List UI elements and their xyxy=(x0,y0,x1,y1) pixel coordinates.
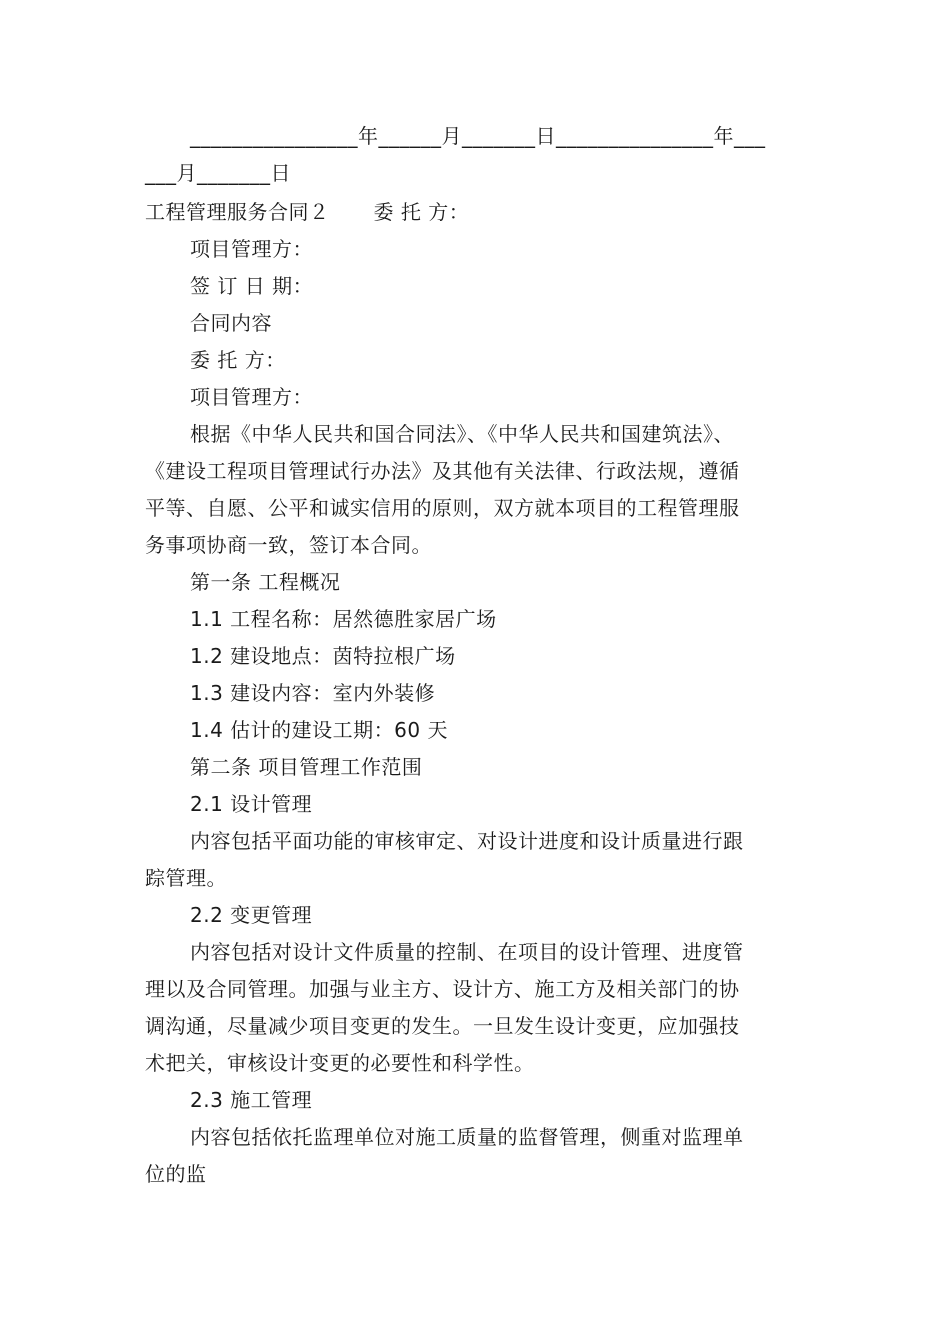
item-2-1: 2.1 设计管理 xyxy=(190,792,313,816)
project-manager-label: 项目管理方： xyxy=(190,237,313,261)
item-1-1: 1.1 工程名称：居然德胜家居广场 xyxy=(190,607,497,631)
item-2-1-text: 内容包括平面功能的审核审定、对设计进度和设计质量进行跟 xyxy=(190,829,744,853)
document-title: 工程管理服务合同２ xyxy=(145,200,330,224)
item-2-2-text: 内容包括对设计文件质量的控制、在项目的设计管理、进度管 xyxy=(190,940,744,964)
date-line-2: ___月_______日 xyxy=(145,161,291,185)
preamble-line: 《建设工程项目管理试行办法》及其他有关法律、行政法规，遵循 xyxy=(145,459,740,483)
contract-content-heading: 合同内容 xyxy=(190,311,272,335)
item-2-1-text: 踪管理。 xyxy=(145,866,227,890)
item-2-3-text: 位的监 xyxy=(145,1162,207,1186)
item-1-4: 1.4 估计的建设工期：60 天 xyxy=(190,718,448,742)
client-label-inline: 委 托 方： xyxy=(373,200,470,224)
preamble-line: 务事项协商一致，签订本合同。 xyxy=(145,533,432,557)
item-2-2-text: 调沟通，尽量减少项目变更的发生。一旦发生设计变更，应加强技 xyxy=(145,1014,740,1038)
date-line-1: ________________年______月_______日_______________年___ xyxy=(190,124,766,148)
item-2-2: 2.2 变更管理 xyxy=(190,903,313,927)
item-1-3: 1.3 建设内容：室内外装修 xyxy=(190,681,436,705)
client-label: 委 托 方： xyxy=(190,348,286,372)
preamble-line: 根据《中华人民共和国合同法》、《中华人民共和国建筑法》、 xyxy=(190,422,734,446)
sign-date-label: 签 订 日 期： xyxy=(190,274,314,298)
article2-heading: 第二条 项目管理工作范围 xyxy=(190,755,423,779)
item-2-2-text: 术把关，审核设计变更的必要性和科学性。 xyxy=(145,1051,535,1075)
project-manager-label-2: 项目管理方： xyxy=(190,385,313,409)
title-row xyxy=(145,199,815,225)
item-1-2: 1.2 建设地点：茵特拉根广场 xyxy=(190,644,456,668)
item-2-2-text: 理以及合同管理。加强与业主方、设计方、施工方及相关部门的协 xyxy=(145,977,740,1001)
item-2-3: 2.3 施工管理 xyxy=(190,1088,313,1112)
item-2-3-text: 内容包括依托监理单位对施工质量的监督管理，侧重对监理单 xyxy=(190,1125,744,1149)
preamble-line: 平等、自愿、公平和诚实信用的原则，双方就本项目的工程管理服 xyxy=(145,496,740,520)
article1-heading: 第一条 工程概况 xyxy=(190,570,341,594)
